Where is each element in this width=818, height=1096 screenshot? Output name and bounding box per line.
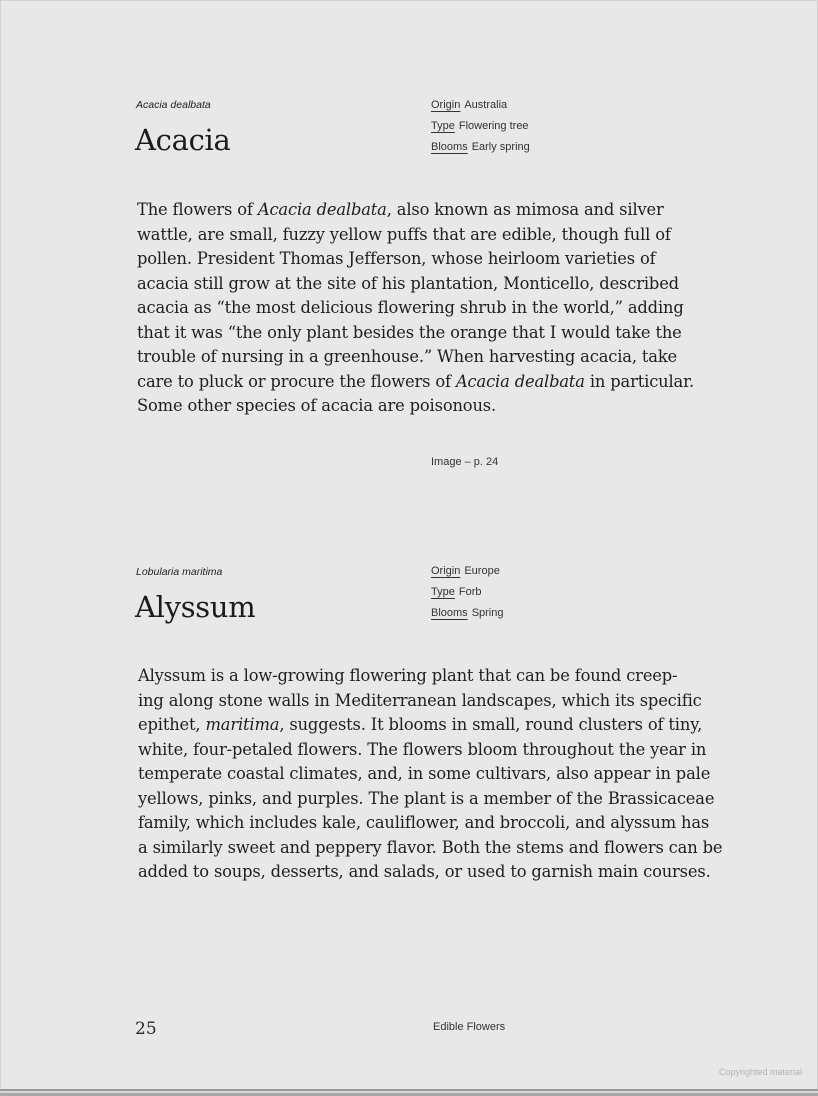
italic-term: maritima (205, 715, 280, 734)
body-line (137, 321, 694, 346)
body-line (137, 247, 694, 272)
meta-row-origin (431, 562, 503, 583)
body-text: yellows, pinks, and purples. The plant is a member of the Brassicaceae (138, 788, 715, 808)
entry-meta (431, 562, 503, 625)
meta-value: Forb (458, 586, 482, 598)
meta-value: Flowering tree (458, 120, 529, 132)
italic-term: Acacia dealbata (257, 200, 387, 219)
body-text: Alyssum is a low-growing flowering plant that can be found creep- (138, 666, 678, 685)
body-line (138, 689, 722, 714)
meta-row-blooms (431, 137, 530, 158)
entry-title: Acacia (135, 123, 231, 157)
body-line (138, 860, 722, 885)
body-text: care to pluck or procure the flowers of (137, 371, 456, 391)
body-line (137, 345, 694, 370)
body-text: family, which includes kale, cauliflower, and broccoli, and alyssum has (138, 813, 710, 832)
body-text: that it was “the only plant besides the orange that I would take the (137, 322, 682, 342)
meta-key: Blooms (431, 607, 468, 619)
meta-key: Type (431, 586, 455, 598)
meta-key: Type (431, 120, 455, 132)
body-line (138, 664, 722, 689)
entry-body (137, 198, 694, 419)
body-text: The flowers of (137, 200, 258, 219)
meta-key: Origin (431, 99, 461, 111)
body-text: pollen. President Thomas Jefferson, whose heirloom varieties of (137, 249, 656, 268)
meta-value: Early spring (471, 141, 530, 153)
body-text: trouble of nursing in a greenhouse.” When harvesting acacia, take (137, 347, 678, 366)
body-line (138, 738, 722, 763)
body-text: Some other species of acacia are poisonous. (137, 396, 497, 415)
body-line (137, 223, 694, 248)
italic-term: Acacia dealbata (455, 371, 585, 391)
body-line (138, 836, 722, 861)
meta-row-blooms (431, 604, 503, 625)
body-line (138, 762, 722, 787)
body-text: acacia still grow at the site of his plantation, Monticello, described (137, 273, 679, 293)
body-text: epithet, (138, 715, 206, 734)
page-number: 25 (135, 1019, 157, 1039)
meta-key: Origin (431, 565, 461, 577)
image-caption: Image – p. 24 (431, 456, 499, 468)
body-line (137, 272, 694, 297)
meta-key: Blooms (431, 141, 468, 153)
body-text: , also known as mimosa and silver (386, 200, 664, 219)
body-line (137, 394, 694, 419)
body-text: acacia as “the most delicious flowering shrub in the world,” adding (137, 298, 684, 317)
meta-value: Spring (471, 607, 504, 619)
body-text: , suggests. It blooms in small, round clusters of tiny, (279, 715, 703, 734)
page-edge (0, 1089, 818, 1096)
body-text: added to soups, desserts, and salads, or used to garnish main courses. (138, 862, 711, 881)
latin-name: Acacia dealbata (136, 99, 211, 111)
body-line (137, 198, 694, 223)
body-text: wattle, are small, fuzzy yellow puffs that are edible, though full of (137, 224, 671, 244)
body-text: white, four-petaled flowers. The flowers bloom throughout the year in (138, 739, 707, 759)
body-line (138, 787, 722, 812)
latin-name: Lobularia maritima (136, 566, 223, 578)
entry-title: Alyssum (135, 590, 256, 624)
entry-body (138, 664, 722, 885)
body-text: ing along stone walls in Mediterranean landscapes, which its specific (138, 690, 702, 710)
body-line (137, 296, 694, 321)
body-line (137, 370, 694, 395)
body-text: in particular. (584, 371, 694, 391)
body-text: a similarly sweet and peppery flavor. Both the stems and flowers can be (138, 837, 723, 857)
meta-value: Australia (464, 99, 508, 111)
copyright-notice: Copyrighted material (719, 1067, 803, 1077)
meta-value: Europe (464, 565, 500, 577)
running-title: Edible Flowers (433, 1021, 506, 1033)
body-text: temperate coastal climates, and, in some cultivars, also appear in pale (138, 764, 711, 783)
entry-meta (431, 95, 530, 158)
body-line (138, 713, 722, 738)
meta-row-type (431, 583, 503, 604)
meta-row-origin (431, 95, 530, 116)
meta-row-type (431, 116, 530, 137)
body-line (138, 811, 722, 836)
